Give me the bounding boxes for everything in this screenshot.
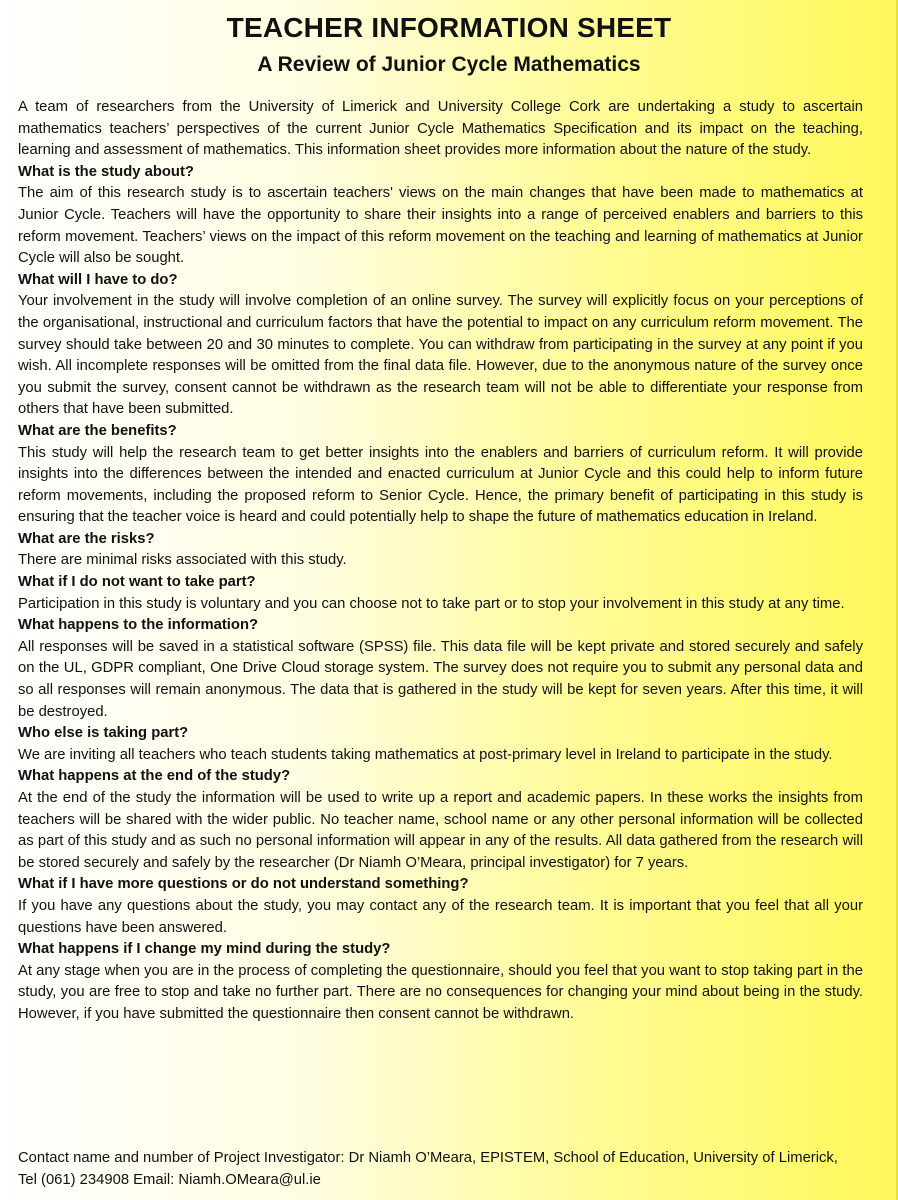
section-body-end-of-study: At the end of the study the information will be used to write up a report and academic papers. In these works the insights from teachers will be shared with the wider public. No teacher name, school name or any other personal information will be collected as part of this study and as such no personal information will appear in any of the results. All data gathered from the research will be stored securely and safely by the researcher (Dr Niamh O’Meara, principal investigator) for 7 years. (18, 790, 863, 871)
contact-details (18, 1170, 863, 1192)
section-heading-change-mind: What happens if I change my mind during the study? (18, 941, 391, 958)
section-heading-information: What happens to the information? (18, 617, 259, 634)
section-heading-benefits: What are the benefits? (18, 422, 177, 439)
contact-line: Contact name and number of Project Investigator: Dr Niamh O’Meara, EPISTEM, School of Education, University of Limerick, (18, 1150, 838, 1166)
section-heading-study-about: What is the study about? (18, 163, 194, 180)
section-body-who-else: We are inviting all teachers who teach students taking mathematics at post-primary level in Ireland to participate in the study. (18, 746, 833, 763)
intro-paragraph: A team of researchers from the University of Limerick and University College Cork are undertaking a study to ascertain mathematics teachers’ perspectives of the current Junior Cycle Mathematics Specification and its impact on the teaching, learning and assessment of mathematics. This information sheet provides more information about the nature of the study. (18, 99, 863, 159)
section-body-information: All responses will be saved in a statistical software (SPSS) file. This data file will be kept private and stored securely and safely on the UL, GDPR compliant, One Drive Cloud storage system. The survey does not require you to submit any personal data and so all responses will remain anonymous. The data that is gathered in the study will be kept for seven years. After this time, it will be destroyed. (18, 638, 863, 720)
sheet-body (18, 97, 863, 1026)
section-body-not-take-part: Participation in this study is voluntary and you can choose not to take part or to stop your involvement in this study at any time. (18, 595, 845, 612)
section-body-change-mind: At any stage when you are in the process of completing the questionnaire, should you feel that you want to stop taking part in the study, you are free to stop and take no further part. There are no consequences for changing your mind about being in the study. However, if you have submitted the questionnaire then consent cannot be withdrawn. (18, 962, 863, 1022)
section-body-what-to-do: Your involvement in the study will involve completion of an online survey. The survey will explicitly focus on your perceptions of the organisational, instructional and curriculum factors that have the potential to impact on any curriculum reform movement. The survey should take between 20 and 30 minutes to complete. You can withdraw from participating in the survey at any point if you wish. All incomplete responses will be omitted from the final data file. However, due to the anonymous nature of the survey once you submit the survey, consent cannot be withdrawn as the research team will not be able to differentiate your response from others that have been submitted. (18, 293, 863, 418)
section-heading-risks: What are the risks? (18, 530, 155, 547)
section-heading-more-questions: What if I have more questions or do not understand something? (18, 876, 469, 893)
section-heading-who-else: Who else is taking part? (18, 725, 189, 742)
section-body-risks: There are minimal risks associated with this study. (18, 552, 347, 569)
contact-block (18, 1148, 863, 1191)
page-title: TEACHER INFORMATION SHEET (226, 12, 672, 43)
section-body-study-about: The aim of this research study is to ascertain teachers' views on the main changes that have been made to mathematics at Junior Cycle. Teachers will have the opportunity to share their insights into a range of perceived enablers and barriers to this reform movement. Teachers’ views on the impact of this reform movement on the teaching and learning of mathematics at Junior Cycle will also be sought. (18, 185, 863, 267)
contact-phone: Tel (061) 234908 Email: (18, 1171, 179, 1188)
section-body-more-questions: If you have any questions about the study, you may contact any of the research team. It is important that you feel that all your questions have been answered. (18, 897, 863, 936)
contact-email-link[interactable]: Niamh.OMeara@ul.ie (178, 1171, 321, 1188)
section-heading-not-take-part: What if I do not want to take part? (18, 574, 256, 591)
page-subtitle: A Review of Junior Cycle Mathematics (257, 53, 641, 76)
section-body-benefits: This study will help the research team to get better insights into the enablers and barriers of curriculum reform. It will provide insights into the differences between the intended and enacted curriculum at Junior Cycle and this could help to inform future reform movements, including the proposed reform to Senior Cycle. Hence, the primary benefit of participating in this study is ensuring that the teacher voice is heard and could potentially help to shape the future of mathematics education in Ireland. (18, 444, 863, 526)
section-heading-what-to-do: What will I have to do? (18, 271, 178, 288)
section-heading-end-of-study: What happens at the end of the study? (18, 768, 291, 785)
